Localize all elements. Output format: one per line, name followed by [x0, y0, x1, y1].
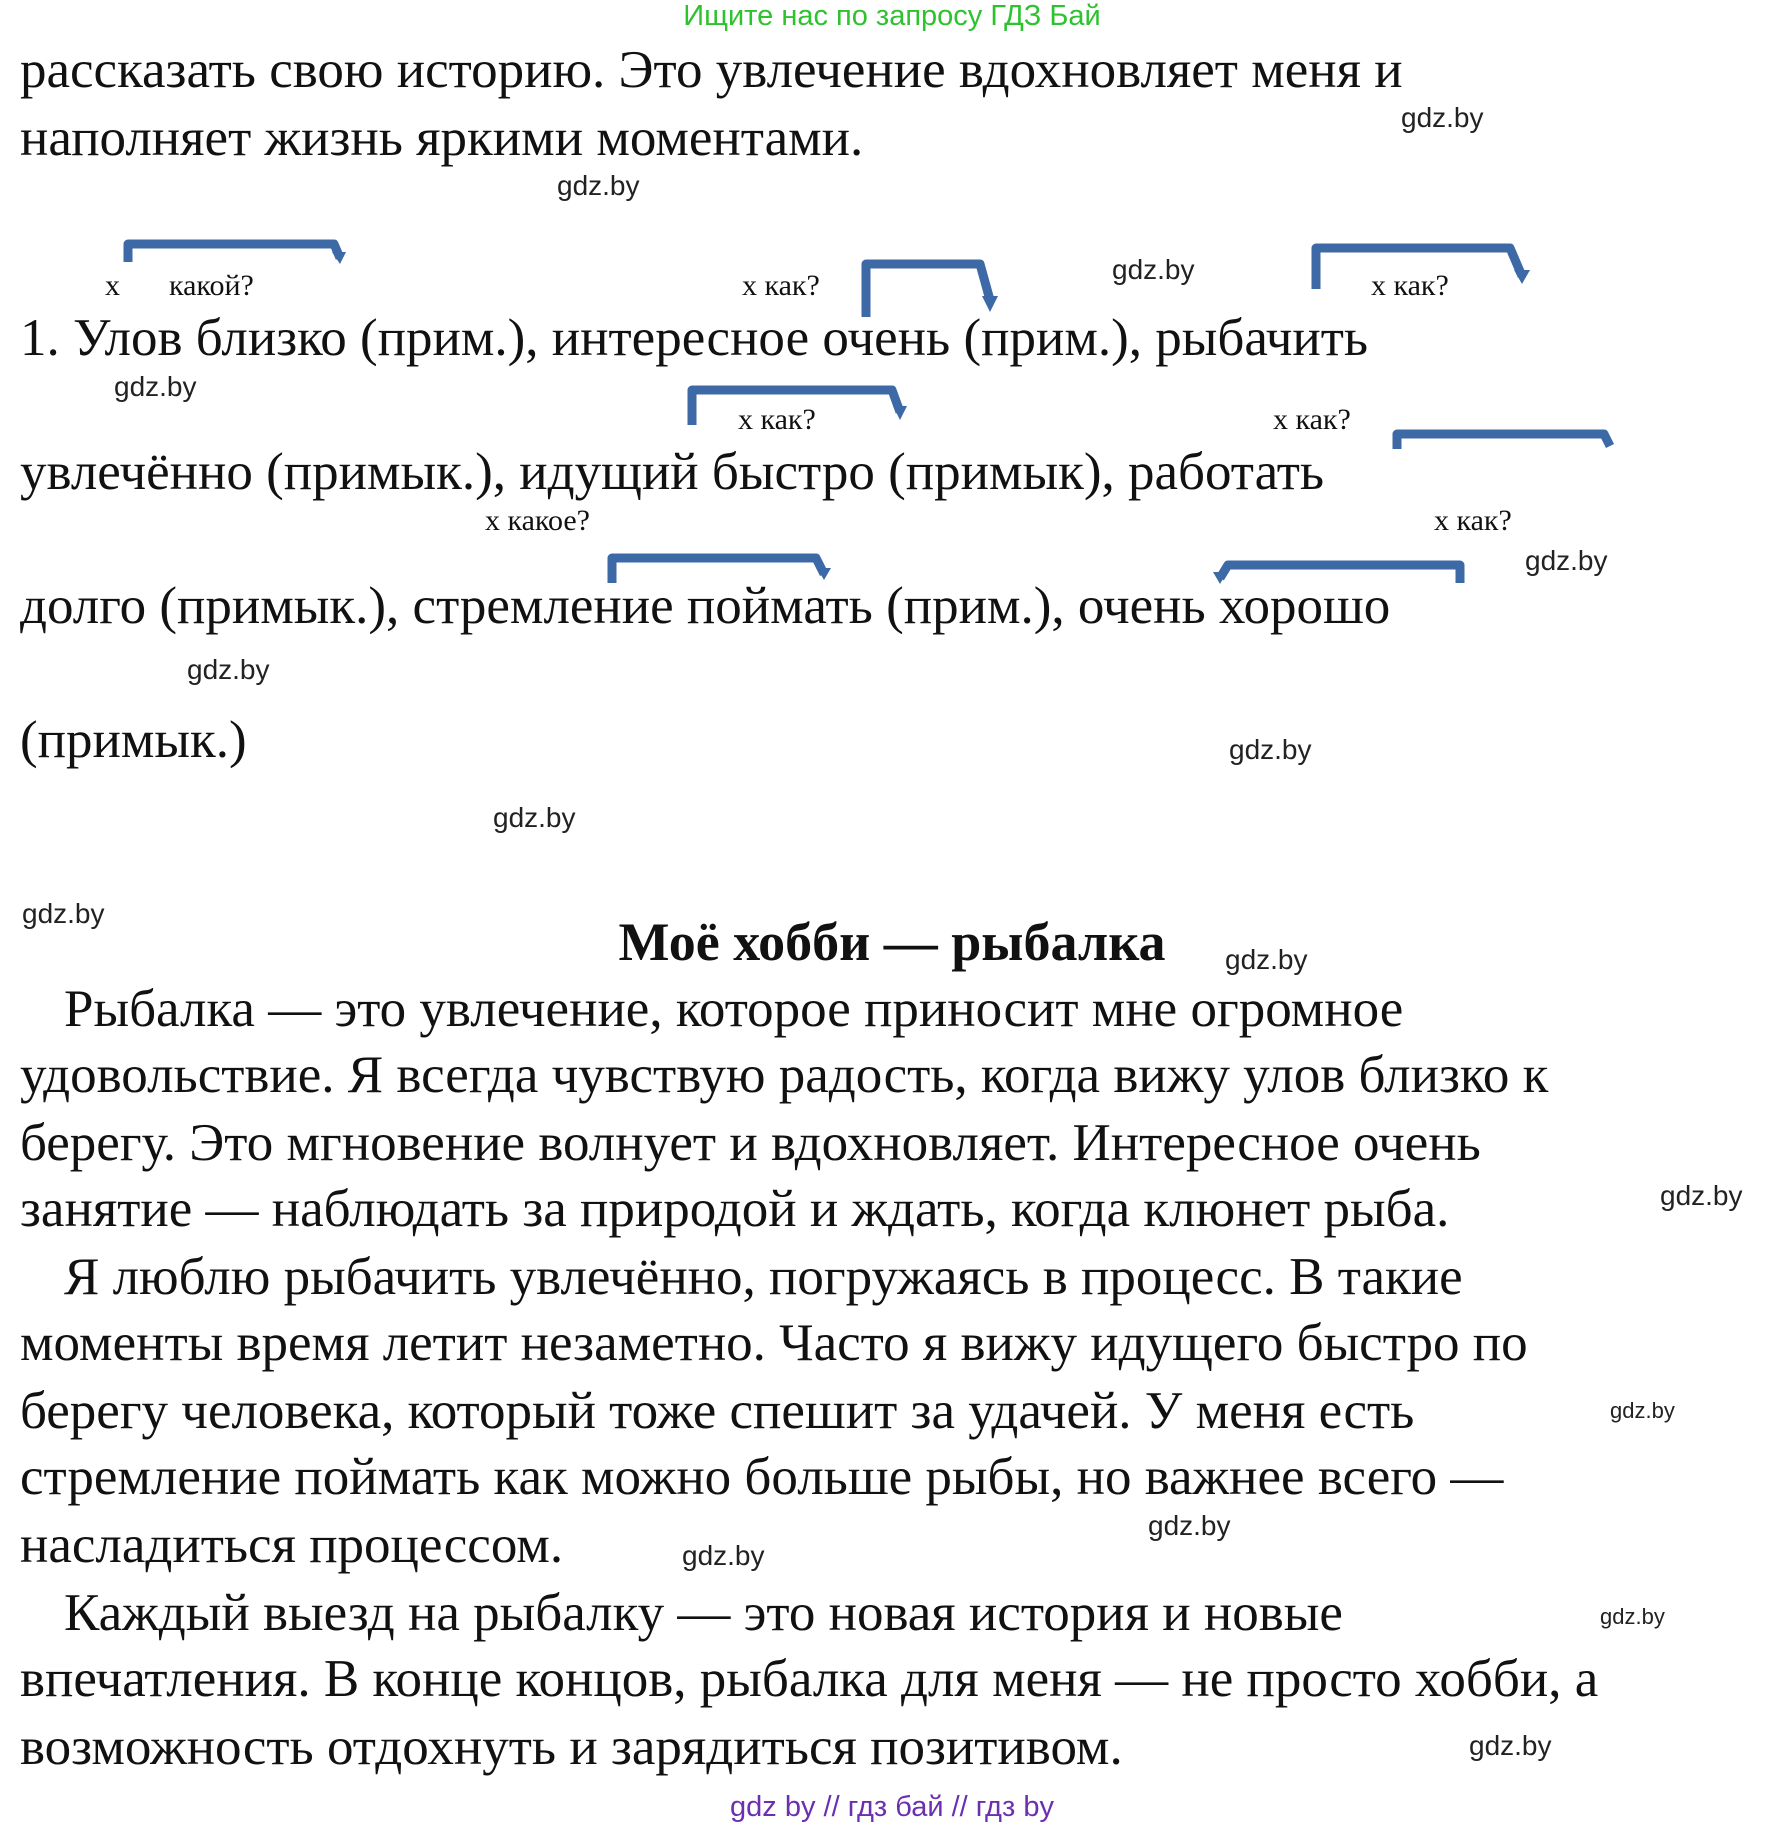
search-hint-banner: Ищите нас по запросу ГДЗ Бай	[683, 0, 1101, 32]
essay-line: насладиться процессом.	[20, 1516, 564, 1574]
analysis-line: (примык.)	[20, 711, 247, 769]
essay-line: моменты время летит незаметно. Часто я вижу идущего быстро по	[20, 1314, 1528, 1372]
watermark: gdz.by	[1469, 1730, 1552, 1761]
arrowhead-3	[1514, 270, 1530, 284]
intro-line: рассказать свою историю. Это увлечение вдохновляет меня и	[20, 41, 1403, 99]
label-question: x как?	[1434, 504, 1512, 537]
watermark: gdz.by	[1229, 734, 1312, 765]
watermark: gdz.by	[1610, 1398, 1675, 1423]
watermark: gdz.by	[682, 1540, 765, 1571]
essay-line: стремление поймать как можно больше рыбы, но важнее всего —	[20, 1448, 1504, 1506]
watermark: gdz.by	[1148, 1510, 1231, 1541]
label-question: x какое?	[485, 504, 590, 537]
essay-line: впечатления. В конце концов, рыбалка для меня — не просто хобби, а	[20, 1650, 1599, 1708]
intro-line: наполняет жизнь яркими моментами.	[20, 109, 864, 167]
label-question: x как?	[1371, 269, 1449, 302]
watermark: gdz.by	[1225, 944, 1308, 975]
label-question: x как?	[742, 269, 820, 302]
watermark: gdz.by	[1600, 1604, 1665, 1629]
essay-line: Я люблю рыбачить увлечённо, погружаясь в процесс. В такие	[64, 1248, 1463, 1306]
watermark: gdz.by	[493, 802, 576, 833]
watermark: gdz.by	[1112, 254, 1195, 285]
essay-line: удовольствие. Я всегда чувствую радость, когда вижу улов близко к	[20, 1046, 1549, 1104]
watermark: gdz.by	[1401, 102, 1484, 133]
watermark: gdz.by	[557, 170, 640, 201]
arrowhead-4	[893, 406, 907, 420]
analysis-line: долго (примык.), стремление поймать (прим.), очень хорошо	[20, 577, 1391, 635]
label-question: x как?	[1273, 403, 1351, 436]
essay-line: берегу человека, который тоже спешит за удачей. У меня есть	[20, 1382, 1415, 1440]
analysis-line: 1. Улов близко (прим.), интересное очень (прим.), рыбачить	[20, 309, 1369, 367]
watermark: gdz.by	[22, 898, 105, 929]
label-x: x	[105, 269, 120, 302]
arrowhead-1	[332, 252, 346, 264]
arrow-5	[1397, 434, 1610, 449]
watermark: gdz.by	[1660, 1180, 1743, 1211]
label-question: какой?	[169, 269, 254, 302]
watermark: gdz.by	[187, 654, 270, 685]
arrow-1	[128, 244, 340, 262]
essay-line: занятие — наблюдать за природой и ждать, когда клюнет рыба.	[20, 1180, 1450, 1238]
essay-line: Каждый выезд на рыбалку — это новая история и новые	[64, 1584, 1343, 1642]
watermark: gdz.by	[114, 371, 197, 402]
essay-line: берегу. Это мгновение волнует и вдохновляет. Интересное очень	[20, 1114, 1481, 1172]
label-question: x как?	[738, 403, 816, 436]
essay-line: возможность отдохнуть и зарядиться позитивом.	[20, 1718, 1123, 1776]
watermark: gdz.by	[1525, 545, 1608, 576]
analysis-line: увлечённо (примык.), идущий быстро (примык), работать	[20, 443, 1325, 501]
essay-title: Моё хобби — рыбалка	[618, 912, 1166, 972]
essay-line: Рыбалка — это увлечение, которое приносит мне огромное	[64, 980, 1404, 1038]
footer-links: gdz by // гдз бай // гдз by	[730, 1791, 1054, 1823]
